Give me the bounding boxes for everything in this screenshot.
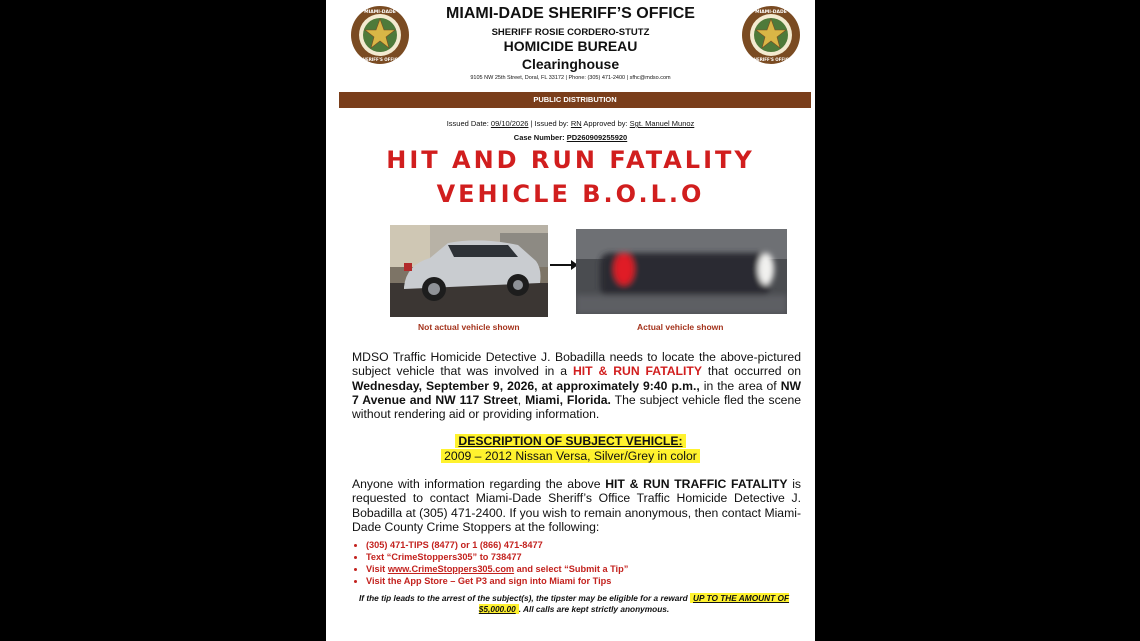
vehicle-description-text: 2009 – 2012 Nissan Versa, Silver/Grey in color [441,449,700,463]
incident-text-c: in the area of [703,378,777,393]
reward-amount: UP TO THE AMOUNT OF $5,000.00 [478,593,790,614]
anonymous-note: . All calls are kept strictly anonymous. [518,604,670,614]
incident-text-b: that occurred on [707,364,802,379]
contact-paragraph [352,477,801,534]
case-number-line [326,133,815,142]
bolo-flyer [326,0,815,641]
issued-by-label: Issued by: [534,119,569,128]
tip-website [366,563,806,575]
issue-info: Issued Date: 09/10/2026 | Issued by: RN Approved by: Sgt. Manuel Munoz [446,119,695,128]
arrow-icon [550,264,576,266]
agency-address: 9105 NW 25th Street, Doral, FL 33172 | Phone: (305) 471-2400 | sfhc@mdso.com [470,75,671,81]
contact-text-a: Anyone with information regarding the above [352,477,601,491]
incident-location: NW 7 Avenue and NW 117 Street [352,378,801,407]
surveillance-vehicle-photo [576,229,787,314]
incident-highlight: HIT & RUN FATALITY [572,364,702,379]
issued-date-label: Issued Date: [446,119,489,128]
case-number-label: Case Number: [513,133,565,142]
title-line-2: VEHICLE B.O.L.O [436,180,705,208]
crimestoppers-link[interactable]: www.CrimeStoppers305.com [387,564,515,574]
sheriff-name: SHERIFF ROSIE CORDERO-STUTZ [491,27,650,38]
incident-date: Wednesday, September 9, 2026, at approximately 9:40 p.m., [352,378,700,393]
reference-vehicle-photo [390,225,548,317]
tip-website-suffix: and select “Submit a Tip” [516,564,629,574]
incident-text-a: MDSO Traffic Homicide Detective J. Bobadilla needs to locate the above-pictured subject vehicle that was involved in a [352,350,801,379]
issued-date: 09/10/2026 [490,119,529,128]
bureau-name: HOMICIDE BUREAU [503,38,638,54]
actual-photo-caption: Actual vehicle shown [637,322,724,332]
title-line-1: HIT AND RUN FATALITY [386,146,755,174]
tip-phone: • (305) 471-TIPS (8477) or 1 (866) 471-8477 [366,539,806,551]
incident-paragraph: MDSO Traffic Homicide Detective J. Bobadilla needs to locate the above-pictured subject vehicle that was involved in a HIT & RUN FATALITY that occurred on Wednesday, September 9, 2026, at approximately 9:40 p.m., in the area of NW 7 Avenue and NW 117 Street, Miami, Florida. The subject vehicle fled the scene without rendering aid or providing information. [352,350,802,422]
contact-text-b: is requested to contact Miami-Dade Sheriff’s Office Traffic Homicide Detective J. Bobadilla at (305) 471-2400. If you wish to remain anonymous, then contact Miami-Dade County Crime Stoppers at the following: [352,477,801,534]
tip-list [348,539,806,587]
agency-name: MIAMI-DADE SHERIFF’S OFFICE [446,5,695,22]
approved-by: Sgt. Manuel Munoz [629,119,695,128]
seal-top-text: MIAMI-DADE [755,10,787,15]
vehicle-description-label-text: DESCRIPTION OF SUBJECT VEHICLE: [455,434,685,448]
incident-city: Miami, Florida. [525,392,611,407]
tip-app: • Visit the App Store – Get P3 and sign into Miami for Tips [366,575,806,587]
unit-name: Clearinghouse [521,56,620,72]
case-number: PD260909255920 [566,133,628,142]
seal-top-text: MIAMI-DADE [364,10,396,15]
reference-photo-caption: Not actual vehicle shown [418,322,520,332]
tip-website-prefix: Visit [366,564,386,574]
contact-highlight: HIT & RUN TRAFFIC FATALITY [605,477,788,491]
vehicle-description [326,449,815,463]
seal-bottom-text: SHERIFF'S OFFICE [750,57,792,62]
tip-text: • Text “CrimeStoppers305” to 738477 [366,551,806,563]
vehicle-description-label [326,434,815,448]
seal-bottom-text: SHERIFF'S OFFICE [359,57,401,62]
distribution-bar: PUBLIC DISTRIBUTION [339,92,811,108]
reward-footer [339,593,809,615]
approved-by-label: Approved by: [583,119,628,128]
incident-text-d: The subject vehicle fled the scene without rendering aid or providing information. [352,392,801,422]
issued-by: RN [570,119,582,128]
reward-text: If the tip leads to the arrest of the subject(s), the tipster may be eligible for a reward [358,593,688,603]
